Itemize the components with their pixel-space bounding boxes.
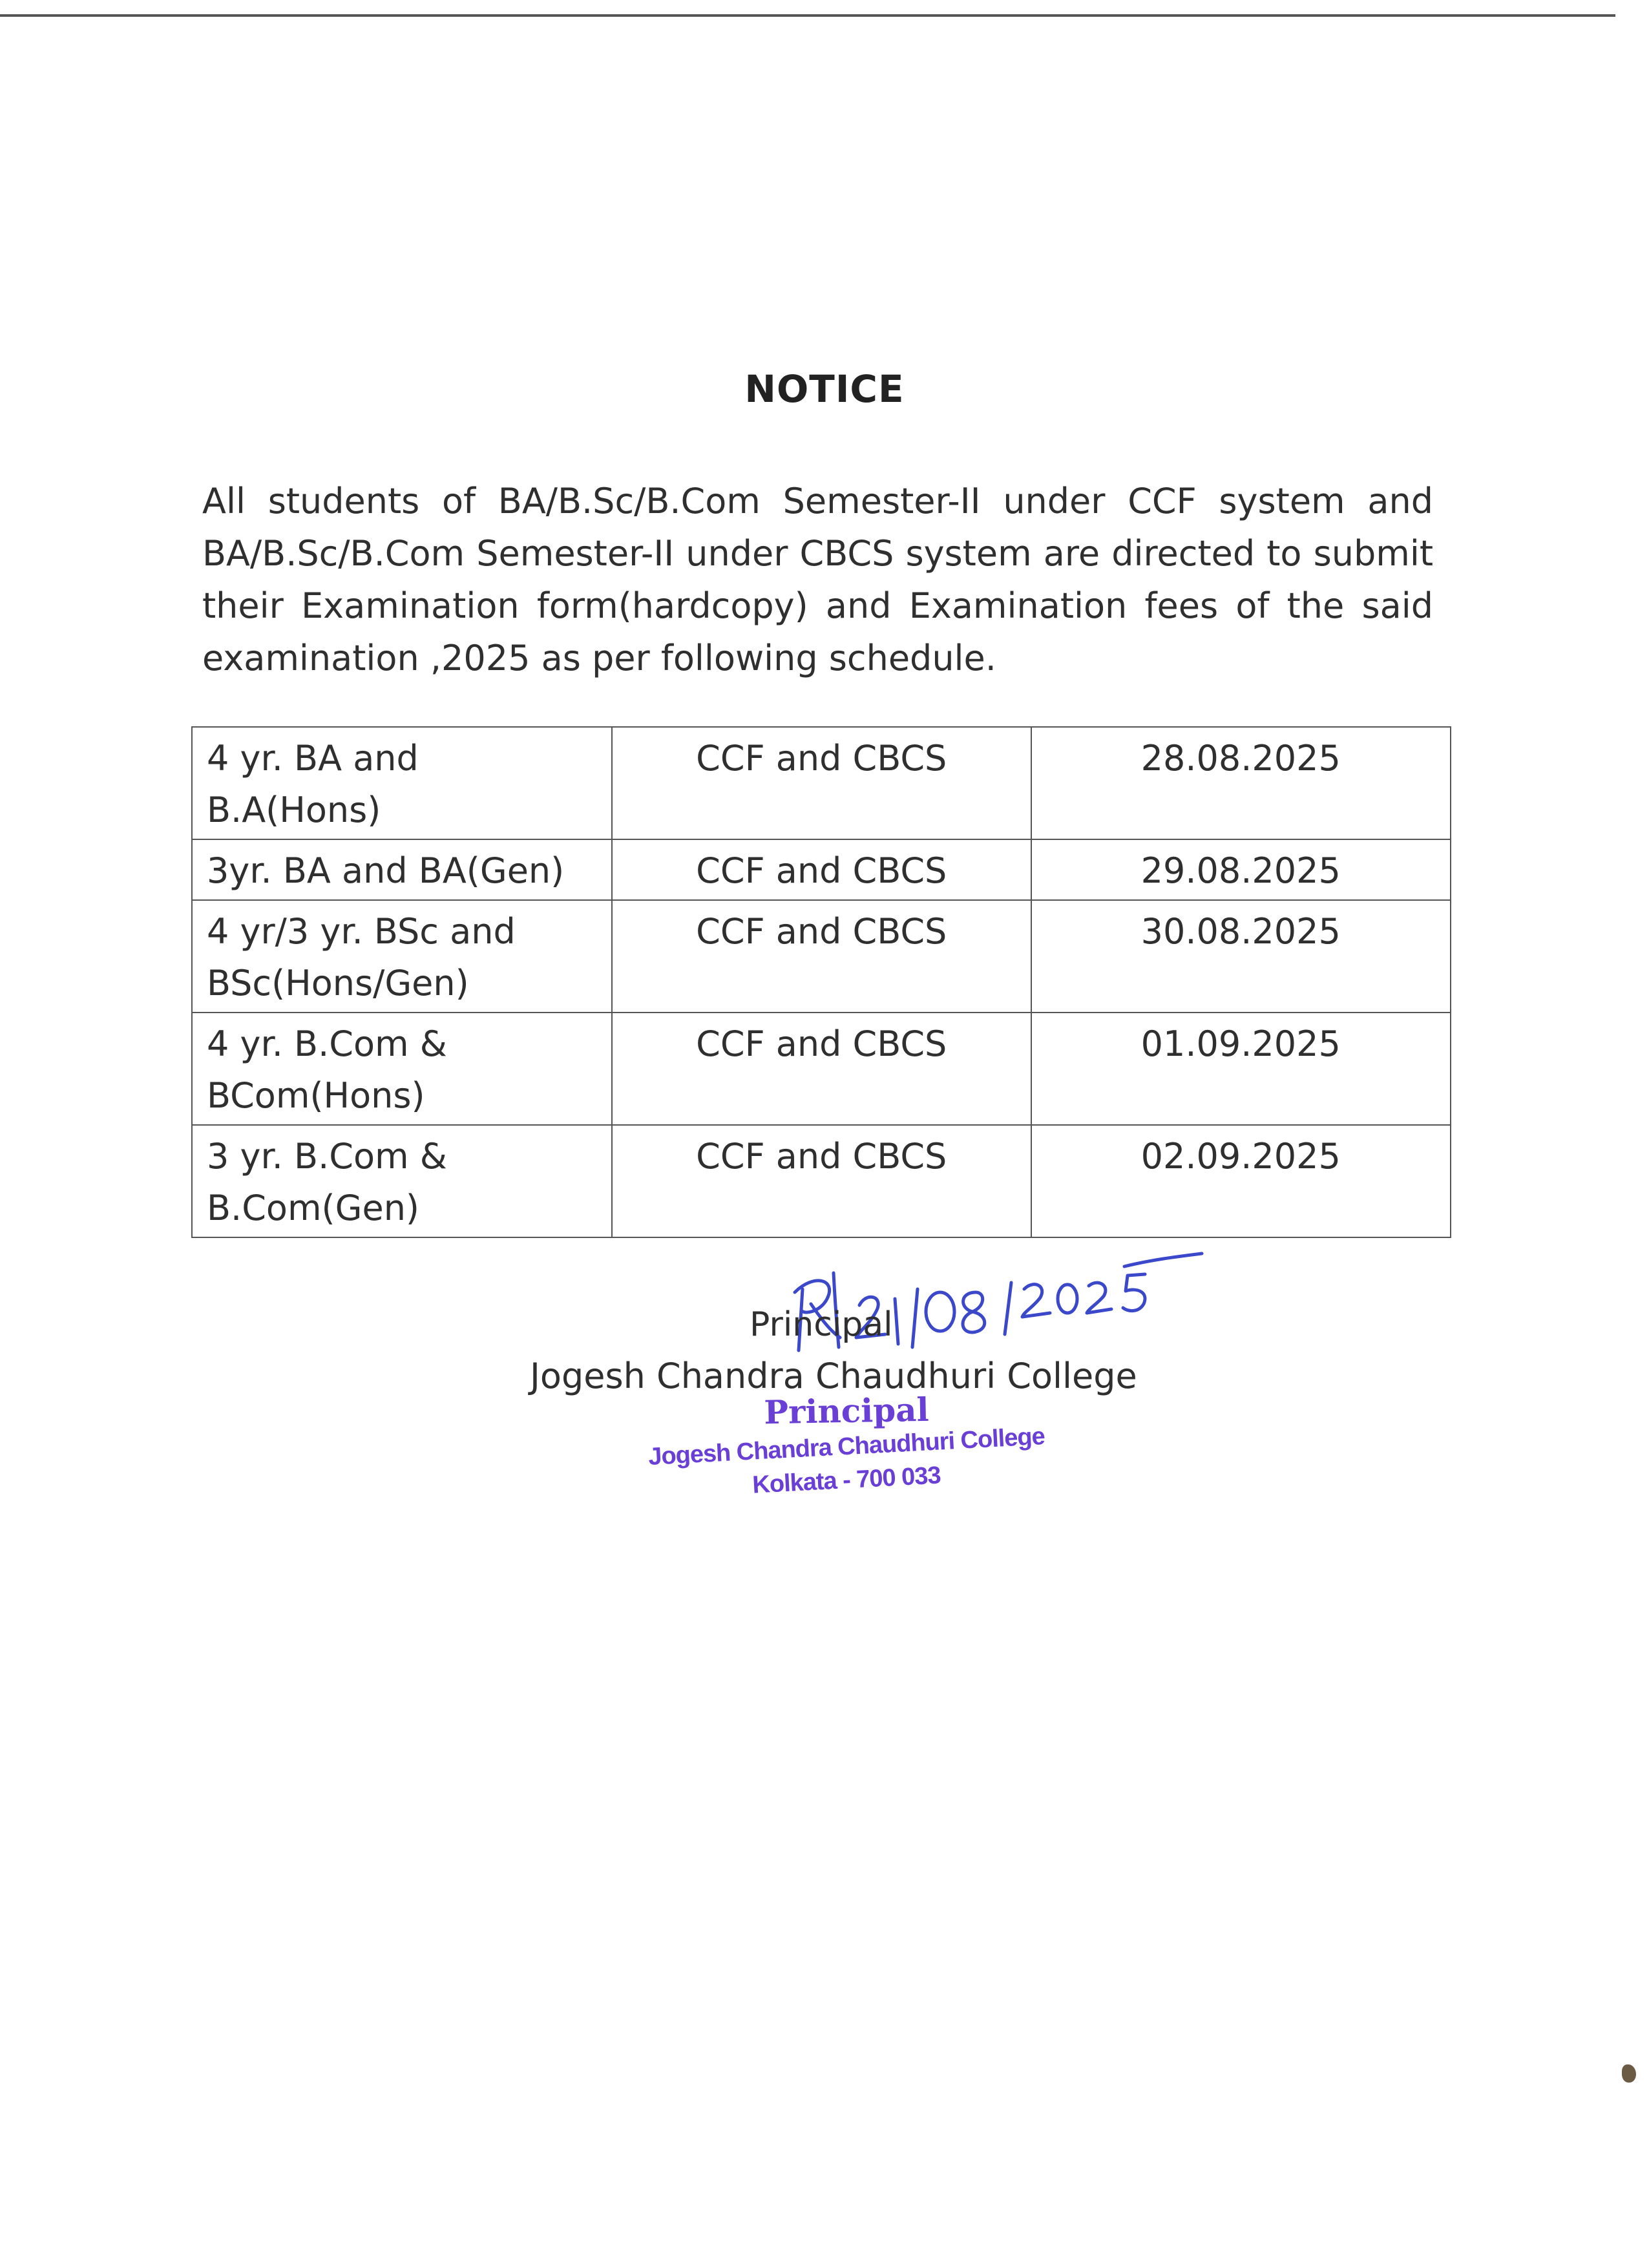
top-rule [0, 14, 1615, 17]
stamp-title: Principal [763, 1390, 930, 1432]
date-cell: 30.08.2025 [1031, 900, 1451, 1013]
system-cell: CCF and CBCS [612, 1125, 1031, 1237]
notice-title: NOTICE [744, 367, 905, 411]
course-cell: 3 yr. B.Com & B.Com(Gen) [192, 1125, 612, 1237]
date-cell: 28.08.2025 [1031, 727, 1451, 839]
system-cell: CCF and CBCS [612, 900, 1031, 1013]
notice-body: All students of BA/B.Sc/B.Com Semester-II under CCF system and BA/B.Sc/B.Com Semester-II under CBCS system are directed to submit their Examination form(hardcopy) and Examination fees of the said examination ,2025 as per following schedule. [202, 481, 1433, 678]
system-cell: CCF and CBCS [612, 839, 1031, 900]
table-row [192, 839, 1451, 900]
table-row [192, 1013, 1451, 1125]
course-cell: 4 yr/3 yr. BSc and BSc(Hons/Gen) [192, 900, 612, 1013]
scan-speck [1622, 2064, 1636, 2083]
table-row [192, 900, 1451, 1013]
stamp-address: Kolkata - 700 033 [751, 1462, 941, 1499]
stamp-college: Jogesh Chandra Chaudhuri College [647, 1422, 1045, 1471]
table-row [192, 1125, 1451, 1237]
schedule-table [191, 726, 1451, 1238]
date-cell: 01.09.2025 [1031, 1013, 1451, 1125]
college-name: Jogesh Chandra Chaudhuri College [530, 1356, 1137, 1396]
course-cell: 4 yr. B.Com & BCom(Hons) [192, 1013, 612, 1125]
system-cell: CCF and CBCS [612, 727, 1031, 839]
date-cell: 02.09.2025 [1031, 1125, 1451, 1237]
course-cell: 3yr. BA and BA(Gen) [192, 839, 612, 900]
system-cell: CCF and CBCS [612, 1013, 1031, 1125]
principal-stamp [582, 1392, 1111, 1497]
course-cell: 4 yr. BA and B.A(Hons) [192, 727, 612, 839]
table-row [192, 727, 1451, 839]
principal-label: Principal [750, 1305, 893, 1344]
handwritten-signature [775, 1228, 1228, 1376]
date-cell: 29.08.2025 [1031, 839, 1451, 900]
